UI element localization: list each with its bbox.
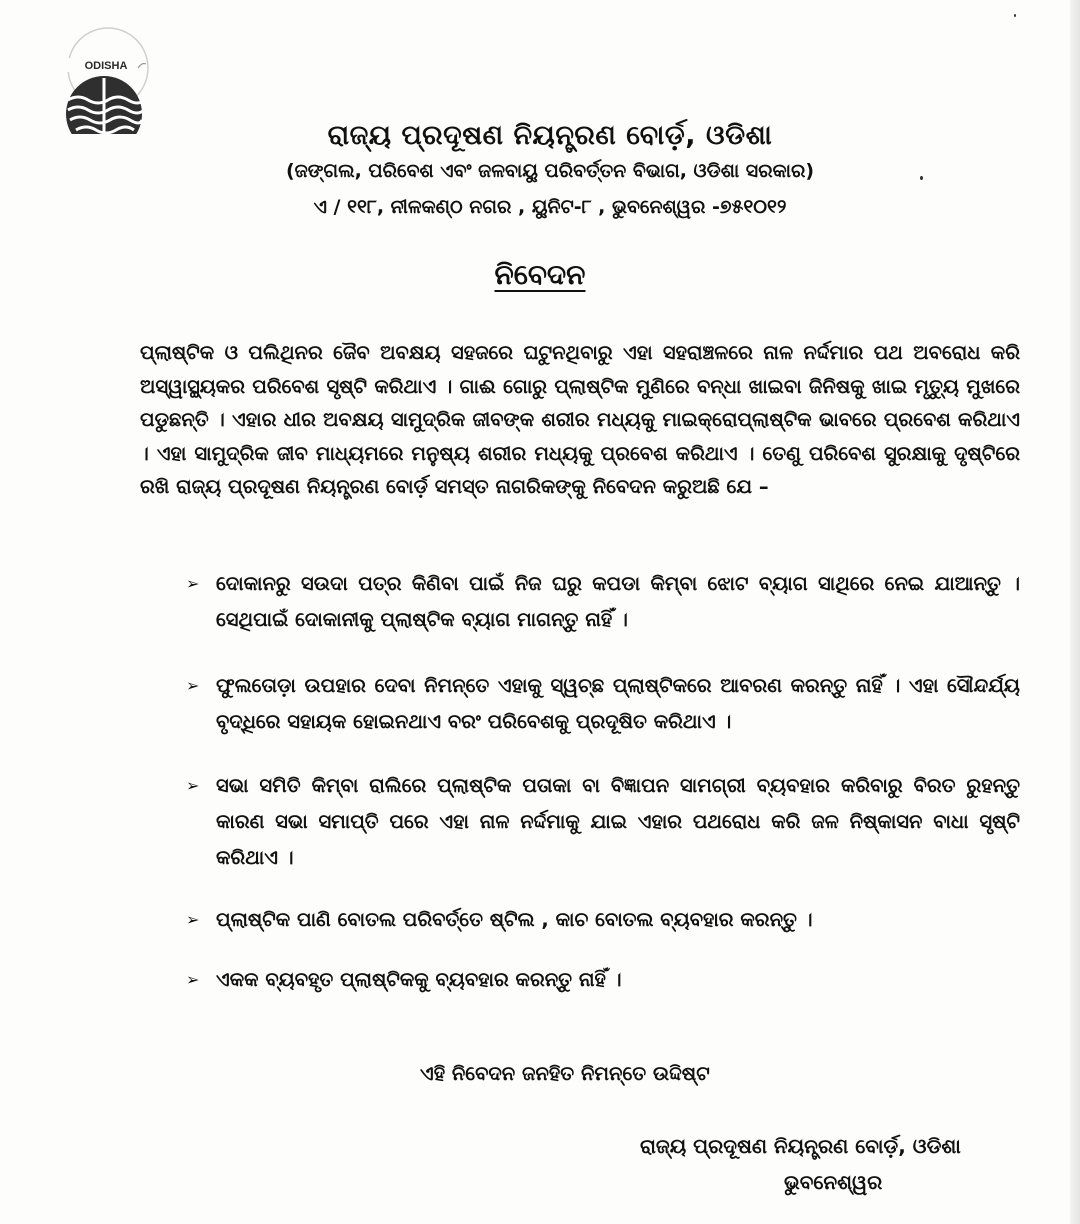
list-item [186,902,1020,938]
arrow-bullet-icon: ➢ [186,676,200,695]
signature-org: ରାଜ୍ୟ ପ୍ରଦୂଷଣ ନିୟନ୍ତ୍ରଣ ବୋର୍ଡ଼, ଓଡିଶା [640,1134,961,1158]
intro-paragraph: ପ୍ଲାଷ୍ଟିକ ଓ ପଲିଥିନର ଜୈବ ଅବକ୍ଷୟ ସହଜରେ ଘଟୁନଥିବାରୁ ଏହା ସହରାଞ୍ଚଳରେ ନାଳ ନର୍ଦ୍ଦମାର ପଥ ଅବରୋଧ କରି ଅସ୍ୱାସ୍ଥ୍ୟକର ପରିବେଶ ସୃଷ୍ଟି କରିଥାଏ । ଗାଈ ଗୋରୁ ପ୍ଲାଷ୍ଟିକ ମୁଣିରେ ବନ୍ଧା ଖାଇବା ଜିନିଷକୁ ଖାଇ ମୃତ୍ୟୁ ମୁଖରେ ପଡୁଛନ୍ତି । ଏହାର ଧୀର ଅବକ୍ଷୟ ସାମୁଦ୍ରିକ ଜୀବଙ୍କ ଶରୀର ମଧ୍ୟକୁ ମାଇକ୍ରୋପ୍ଲାଷ୍ଟିକ ଭାବରେ ପ୍ରବେଶ କରିଥାଏ । ଏହା ସାମୁଦ୍ରିକ ଜୀବ ମାଧ୍ୟମରେ ମନୁଷ୍ୟ ଶରୀର ମଧ୍ୟକୁ ପ୍ରବେଶ କରିଥାଏ । ତେଣୁ ପରିବେଶ ସୁରକ୍ଷାକୁ ଦୃଷ୍ଟିରେ ରଖି ରାଜ୍ୟ ପ୍ରଦୂଷଣ ନିୟନ୍ତ୍ରଣ ବୋର୍ଡ଼ ସମସ୍ତ ନାଗରିକଙ୍କୁ ନିବେଦନ କରୁଅଛି ଯେ – [140,341,1020,498]
list-item-text: ସଭା ସମିତି କିମ୍ବା ରାଲିରେ ପ୍ଲାଷ୍ଟିକ ପତାକା ବା ବିଜ୍ଞାପନ ସାମଗ୍ରୀ ବ୍ୟବହାର କରିବାରୁ ବିରତ ରୁହନ୍ତୁ କାରଣ ସଭା ସମାପ୍ତି ପରେ ଏହା ନାଳ ନର୍ଦ୍ଦମାକୁ ଯାଇ ଏହାର ପଥରୋଧ କରି ଜଳ ନିଷ୍କାସନ ବାଧା ସୃଷ୍ଟି କରିଥାଏ । [216,774,1020,869]
department-line: (ଜଙ୍ଗଲ, ପରିବେଶ ଏବଂ ଜଳବାୟୁ ପରିବର୍ତ୍ତନ ବିଭାଗ, ଓଡିଶା ସରକାର) [285,160,815,182]
notice-heading-text: ନିବେଦନ [494,258,586,291]
arrow-bullet-icon: ➢ [186,776,200,795]
list-item [186,962,1020,998]
logo-label: ODISHA [84,60,128,72]
scan-speck [1014,14,1016,17]
list-item [186,668,1020,740]
list-item-text: ଦୋକାନରୁ ସଉଦା ପତ୍ର କିଣିବା ପାଇଁ ନିଜ ଘରୁ କପଡା କିମ୍ବା ଝୋଟ ବ୍ୟାଗ ସାଥିରେ ନେଇ ଯାଆନ୍ତୁ । ସେଥିପାଇଁ ଦୋକାନୀକୁ ପ୍ଲାଷ୍ଟିକ ବ୍ୟାଗ ମାଗନ୍ତୁ ନାହିଁ । [216,572,1020,631]
arrow-bullet-icon: ➢ [186,970,200,989]
arrow-bullet-icon: ➢ [186,910,200,929]
notice-heading [0,258,1080,292]
list-item [186,566,1020,638]
signature-block [640,1128,961,1200]
scan-edge [1070,0,1080,1224]
odisha-pcb-logo [64,22,154,140]
appeal-list [186,566,1020,998]
list-item-text: ପ୍ଲାଷ୍ଟିକ ପାଣି ବୋତଲ ପରିବର୍ତ୍ତେ ଷ୍ଟିଲ , କାଚ ବୋତଲ ବ୍ୟବହାର କରନ୍ତୁ । [216,908,813,931]
signature-city: ଭୁବନେଶ୍ୱର [784,1170,883,1194]
public-interest-note: ଏହି ନିବେଦନ ଜନହିତ ନିମନ୍ତେ ଉଦ୍ଦିଷ୍ଟ [420,1062,710,1085]
list-item-text: ଫୁଲତୋଡ଼ା ଉପହାର ଦେବା ନିମନ୍ତେ ଏହାକୁ ସ୍ୱଚ୍ଛ ପ୍ଲାଷ୍ଟିକରେ ଆବରଣ କରନ୍ତୁ ନାହିଁ । ଏହା ସୌନ୍ଦର୍ଯ୍ୟ ବୃଦ୍ଧିରେ ସହାୟକ ହୋଇନଥାଏ ବରଂ ପରିବେଶକୁ ପ୍ରଦୂଷିତ କରିଥାଏ । [216,674,1020,733]
address-line: ଏ / ୧୧୮, ନୀଳକଣ୍ଠ ନଗର , ୟୁନିଟ-୮ , ଭୁବନେଶ୍ୱର -୭୫୧୦୧୨ [313,196,787,218]
list-item [186,768,1020,876]
list-item-text: ଏକକ ବ୍ୟବହୃତ ପ୍ଲାଷ୍ଟିକକୁ ବ୍ୟବହାର କରନ୍ତୁ ନାହିଁ । [216,968,622,991]
org-title: ରାଜ୍ୟ ପ୍ରଦୂଷଣ ନିୟନ୍ତ୍ରଣ ବୋର୍ଡ଼, ଓଡିଶା [327,120,773,151]
arrow-bullet-icon: ➢ [186,574,200,593]
